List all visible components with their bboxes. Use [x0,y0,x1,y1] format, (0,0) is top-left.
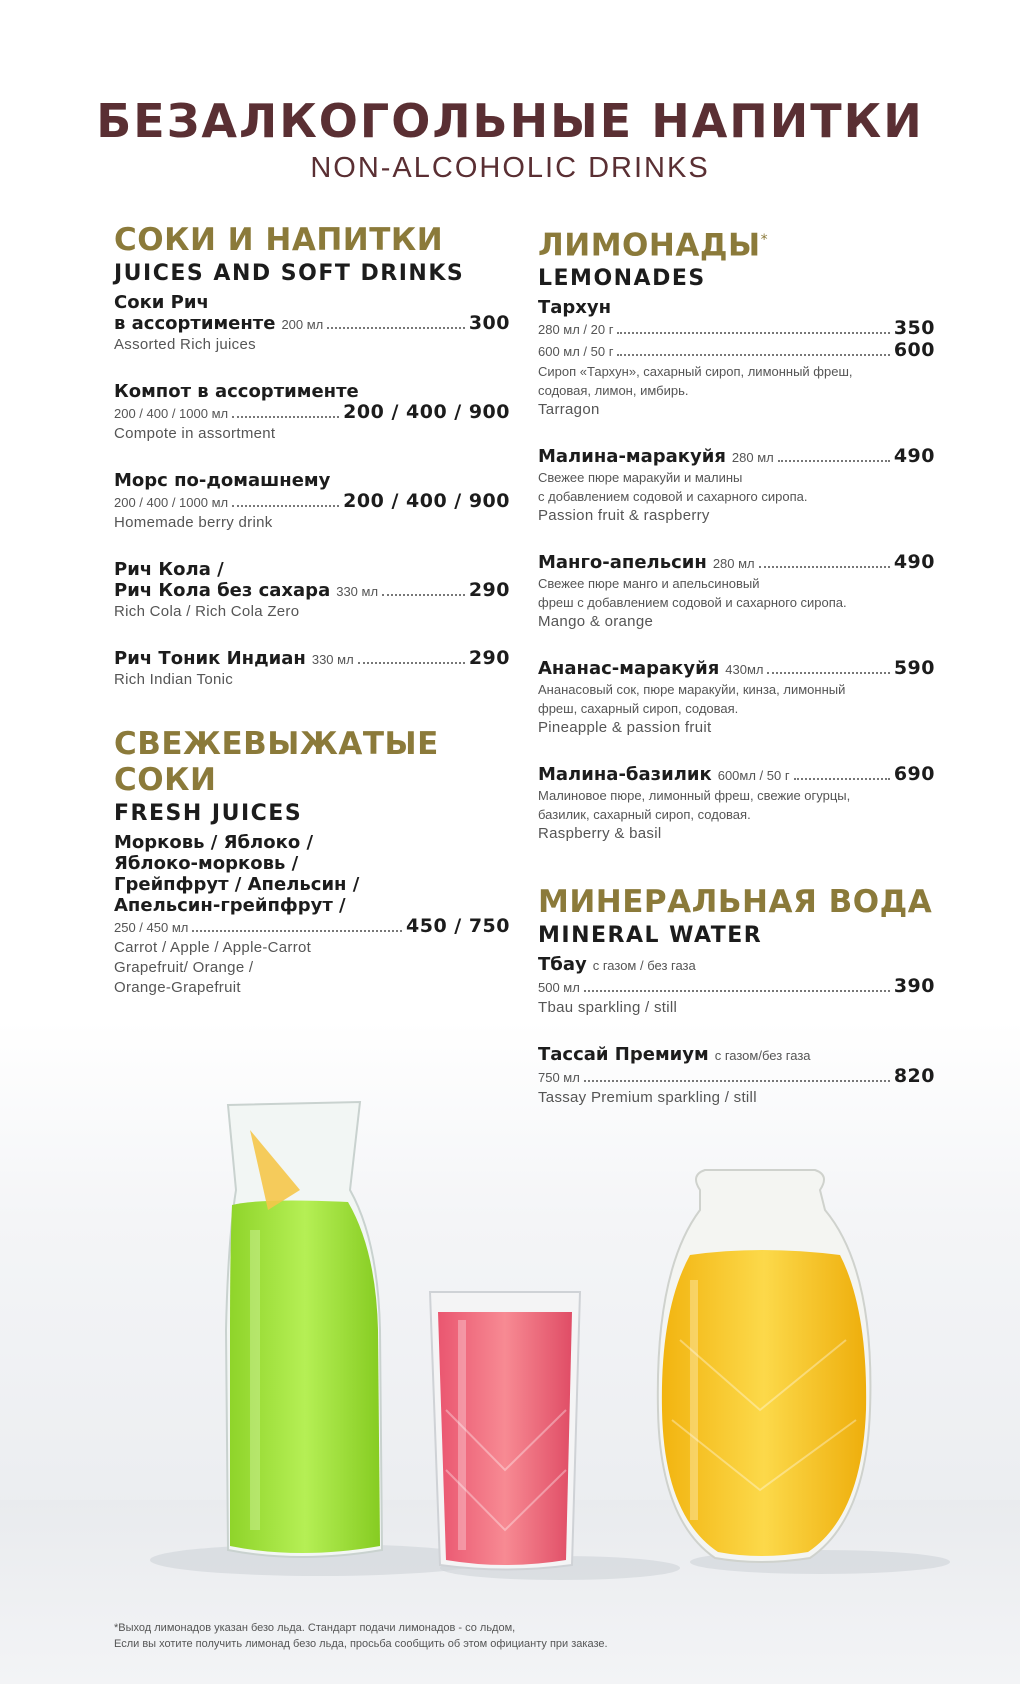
item-name-en: Assorted Rich juices [114,336,256,353]
menu-item-raspberry-basil [538,764,935,844]
leader-dots [767,672,889,674]
item-description: Свежее пюре манго и апельсиновый [538,576,760,592]
item-name: Тархун [538,297,612,319]
item-description: Свежее пюре маракуйи и малины [538,470,743,486]
item-name: Рич Тоник Индиан [114,648,306,669]
item-price-row [114,648,510,670]
item-price: 600 [893,339,935,362]
leader-dots [232,505,339,507]
item-price-row [538,318,935,340]
item-price: 490 [893,445,935,468]
menu-item-mors [114,470,510,533]
item-price: 350 [893,317,935,340]
item-volume: 200 мл [281,317,324,332]
section-subtitle-fresh: FRESH JUICES [114,801,303,826]
section-subtitle-lemonades: LEMONADES [538,266,706,292]
menu-item-raspberry-passion [538,446,935,526]
menu-item-compote [114,381,510,444]
red-glass [430,1292,580,1570]
menu-item-tarhun [538,297,935,420]
drinks-photo [0,1080,1020,1620]
item-description: Малиновое пюре, лимонный фреш, свежие огурцы, [538,788,851,804]
section-title-juices: СОКИ И НАПИТКИ [114,222,444,258]
item-name: Морс по-домашнему [114,470,331,491]
right-column [538,222,935,1134]
item-name-en: Tarragon [538,401,600,419]
item-price: 200 / 400 / 900 [343,490,510,512]
item-name: Морковь / Яблоко / [114,832,314,853]
section-title-fresh: СВЕЖЕВЫЖАТЫЕ [114,726,439,762]
item-volume: 750 мл [538,1070,580,1086]
item-price-row [114,580,510,602]
section-title-lemonades [538,222,935,263]
leader-dots [192,930,402,932]
item-price-row [114,916,510,938]
item-price-row [538,552,935,574]
item-volume: 280 мл [712,556,755,572]
item-name: Малина-маракуйя [538,446,726,468]
page-title: БЕЗАЛКОГОЛЬНЫЕ НАПИТКИ [96,94,924,148]
item-name-en: Mango & orange [538,613,654,631]
item-description: Ананасовый сок, пюре маракуйи, кинза, лимонный [538,682,846,698]
item-volume: 280 мл [731,450,774,466]
leader-dots [778,460,890,462]
item-volume: 330 мл [311,652,354,667]
item-name: Компот в ассортименте [114,381,359,402]
footnote [114,1620,914,1652]
leader-dots [232,416,339,418]
section-subtitle-juices: JUICES AND SOFT DRINKS [114,261,465,286]
orange-jar [658,1170,871,1562]
menu-item-fresh [114,832,510,998]
leader-dots [584,990,890,992]
menu-header [0,94,1020,185]
item-name-en: Pineapple & passion fruit [538,719,712,737]
item-name: в ассортименте [114,313,276,334]
item-description: содовая, лимон, имбирь. [538,383,689,399]
item-description: Сироп «Тархун», сахарный сироп, лимонный фреш, [538,364,853,380]
item-name-row [538,1044,935,1066]
footnote-line: *Выход лимонадов указан безо льда. Стандарт подачи лимонадов - со льдом, [114,1622,516,1634]
menu-item-rich-juices [114,292,510,355]
leader-dots [794,778,890,780]
item-note: с газом/без газа [714,1048,811,1064]
item-name: Соки Рич [114,292,209,313]
item-price: 290 [468,579,510,601]
item-description: фреш, сахарный сироп, содовая. [538,701,739,717]
green-carafe [226,1102,382,1557]
section-title-mineral: МИНЕРАЛЬНАЯ ВОДА [538,884,933,921]
item-name: Рич Кола / [114,559,224,580]
item-note: с газом / без газа [592,958,696,974]
menu-item-mango-orange [538,552,935,632]
item-volume: 430мл [725,662,764,678]
item-name-en: Tbau sparkling / still [538,999,678,1017]
footnote-line: Если вы хотите получить лимонад безо льда, просьба сообщить об этом официанту при заказе. [114,1638,608,1650]
menu-item-rich-cola [114,559,510,622]
item-price: 300 [468,312,510,334]
item-price: 690 [893,763,935,786]
item-name: Манго-апельсин [538,552,707,574]
item-volume: 330 мл [336,584,379,599]
item-name-en: Rich Cola / Rich Cola Zero [114,603,300,620]
item-name: Яблоко-морковь / [114,853,299,874]
item-description: с добавлением содовой и сахарного сиропа. [538,489,808,505]
leader-dots [327,327,465,329]
item-name: Тассай Премиум [538,1044,709,1066]
item-name-en: Carrot / Apple / Apple-Carrot [114,939,312,956]
item-name-en: Passion fruit & raspberry [538,507,710,525]
menu-item-tbau [538,954,935,1018]
item-volume: 500 мл [538,980,580,996]
item-volume: 200 / 400 / 1000 мл [114,406,229,421]
item-price: 290 [468,647,510,669]
item-price: 200 / 400 / 900 [343,401,510,423]
item-name: Малина-базилик [538,764,712,786]
item-name-en: Orange-Grapefruit [114,979,241,996]
item-description: базилик, сахарный сироп, содовая. [538,807,751,823]
item-volume: 280 мл / 20 г [538,322,614,338]
item-price: 490 [893,551,935,574]
item-price-row [114,313,510,335]
item-price: 820 [893,1065,935,1088]
item-description: фреш с добавлением содовой и сахарного сиропа. [538,595,847,611]
menu-item-pineapple-passion [538,658,935,738]
item-name: Апельсин-грейпфрут / [114,895,346,916]
item-name: Ананас-маракуйя [538,658,720,680]
item-name-en: Rich Indian Tonic [114,671,234,688]
item-name-en: Tassay Premium sparkling / still [538,1089,757,1107]
item-price: 390 [893,975,935,998]
leader-dots [358,662,465,664]
item-price-row [538,658,935,680]
item-price-row [538,340,935,362]
item-name-en: Raspberry & basil [538,825,662,843]
item-price-row [114,402,510,424]
item-price-row [114,491,510,513]
leader-dots [617,354,889,356]
item-price-row [538,446,935,468]
section-subtitle-mineral: MINERAL WATER [538,923,763,949]
item-volume: 600мл / 50 г [717,768,790,784]
item-price: 450 / 750 [406,915,510,937]
item-name: Рич Кола без сахара [114,580,331,601]
item-name-en: Grapefruit/ Orange / [114,959,254,976]
item-name-en: Compote in assortment [114,425,276,442]
item-volume: 600 мл / 50 г [538,344,614,360]
section-title-fresh-2: СОКИ [114,762,217,798]
item-name-en: Homemade berry drink [114,514,273,531]
footnote-asterisk: * [760,232,769,248]
leader-dots [759,566,890,568]
item-name: Тбау [538,954,587,976]
section-title-text: ЛИМОНАДЫ [538,227,761,264]
left-column [114,222,510,1024]
item-price-row [538,976,935,998]
item-name-row [538,954,935,976]
item-volume: 250 / 450 мл [114,920,189,935]
item-name: Грейпфрут / Апельсин / [114,874,360,895]
item-volume: 200 / 400 / 1000 мл [114,495,229,510]
item-price-row [538,764,935,786]
leader-dots [382,594,465,596]
item-price: 590 [893,657,935,680]
menu-item-tonic [114,648,510,690]
leader-dots [617,332,889,334]
page-subtitle: NON-ALCOHOLIC DRINKS [310,152,710,184]
